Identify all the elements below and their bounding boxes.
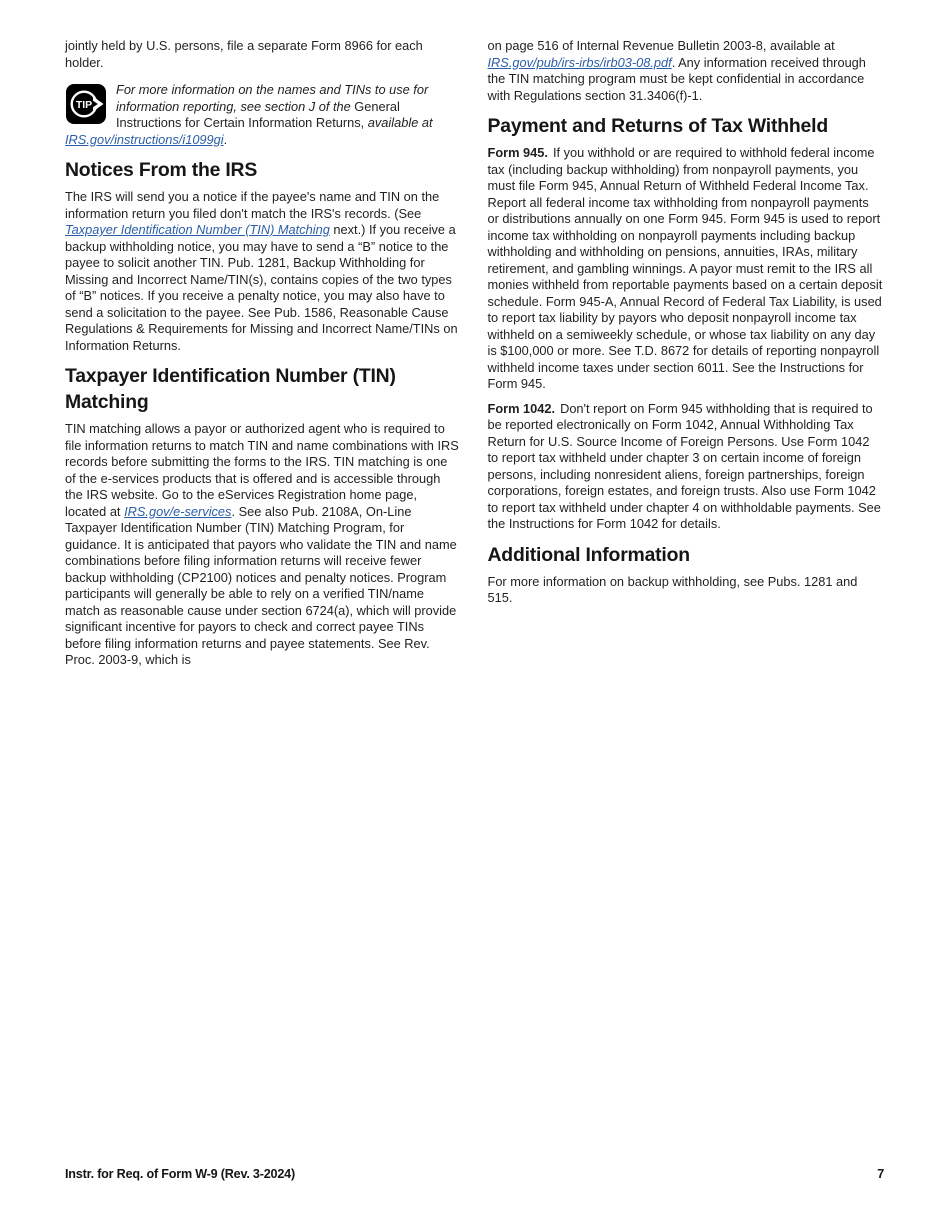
form-945-paragraph xyxy=(488,145,884,393)
heading-notices-from-the-irs: Notices From the IRS xyxy=(65,159,258,181)
tip-icon xyxy=(65,83,107,125)
page-footer xyxy=(65,1167,884,1181)
paragraph-text: If you withhold or are required to withhold federal income tax (including backup withholding) from nonpayroll payments, you must file Form 945, Annual Return of Withheld Federal Income Tax. Report all federal income tax withholding from nonpayroll payments or distributions annually on one Form 945. Form 945 is used to report income tax withholding on nonpayroll payments including backup withholding and withholding on pensions, annuities, IRAs, military retirement, and gambling winnings. A payor must remit to the IRS all monies withheld from reportable payments based on a certain deposit schedule. Form 945-A, Annual Record of Federal Tax Liability, is used to report tax liability by payors who deposit nonpayroll income tax withheld on a semiweekly schedule, or whose tax liability on any day is $100,000 or more. See T.D. 8672 for details of reporting nonpayroll withheld income taxes under section 6011. See the Instructions for Form 945. xyxy=(487,145,883,391)
heading-additional-information: Additional Information xyxy=(487,543,690,566)
form-1042-paragraph xyxy=(488,401,884,533)
footer-page-number: 7 xyxy=(877,1167,884,1181)
form-1042-lead: Form 1042. xyxy=(487,400,556,416)
link-i1099gi[interactable]: IRS.gov/instructions/i1099gi xyxy=(65,131,224,147)
paragraph-text: . Any information received through the TIN matching program must be kept confidential in accordance with Regulations section 31.3406(f)-1. xyxy=(487,54,866,103)
left-column xyxy=(65,38,461,669)
paragraph-text: on page 516 of Internal Revenue Bulletin 2003-8, available at xyxy=(487,38,835,53)
form-945-lead: Form 945. xyxy=(487,145,548,160)
right-column xyxy=(488,38,884,669)
tip-paragraph xyxy=(65,82,461,148)
link-tin-matching[interactable]: Taxpayer Identification Number (TIN) Matching xyxy=(65,222,330,237)
notices-paragraph xyxy=(65,189,461,354)
paragraph-text: TIN matching allows a payor or authorized agent who is required to file information returns to match TIN and name combinations with IRS records before submitting the forms to the IRS. TIN matching is one of the e-services products that is offered and is accessible through the IRS website. Go to the eServices Registration home page, located at xyxy=(65,421,459,519)
page-content xyxy=(65,38,883,669)
svg-text:TIP: TIP xyxy=(75,98,93,111)
paragraph-text: . See also Pub. 2108A, On-Line Taxpayer Identification Number (TIN) Matching Program, for guidance. It is anticipated that payors who validate the TIN and name combinations before filing information returns will receive fewer backup withholding (CP2100) notices and penalty notices. Program participants will generally be able to rely on a verified TIN/name match as reasonable cause under section 6724(a), which will provide significant incentive for payors to check and correct payee TINs before filing information returns and payee statements. See Rev. Proc. 2003-9, which is xyxy=(65,503,457,667)
footer-title: Instr. for Req. of Form W-9 (Rev. 3-2024) xyxy=(65,1167,295,1181)
tip-text-comma: , xyxy=(360,115,368,130)
additional-information-paragraph xyxy=(488,574,884,607)
paragraph-text: The IRS will send you a notice if the payee's name and TIN on the information return you filed don't match the IRS's records. (See xyxy=(65,189,440,221)
link-irb03-08-pdf[interactable]: IRS.gov/pub/irs-irbs/irb03-08.pdf xyxy=(487,54,672,70)
paragraph-text: For more information on backup withholding, see Pubs. 1281 and 515. xyxy=(487,573,858,605)
tip-text-availableat: available at xyxy=(367,115,433,130)
paragraph-text: next.) If you receive a backup withholding notice, you may have to send a “B” notice to the payee to solicit another TIN. Pub. 1281, Backup Withholding for Missing and Incorrect Name/TIN(s), contains copies of the two types of “B” notices. If you receive a penalty notice, you may also have to send a solicitation to the payee. See Pub. 1586, Reasonable Cause Regulations & Requirements for Missing and Incorrect Name/TINs on Information Returns. xyxy=(65,222,458,353)
tip-text-italic: For more information on the names and TINs to use for information reporting, see section J of the xyxy=(116,82,429,114)
paragraph-text: jointly held by U.S. persons, file a separate Form 8966 for each holder. xyxy=(65,38,423,70)
paragraph-text: Don't report on Form 945 withholding that is required to be reported electronically on Form 1042, Annual Withholding Tax Return for U.S. Source Income of Foreign Persons. Use Form 1042 to report tax withheld under chapter 3 on certain income of foreign persons, including nonresident aliens, foreign partnerships, foreign corporations, foreign estates, and foreign trusts. Also use Form 1042 to report tax withheld under chapter 4 on withholdable payments. See the Instructions for Form 1042 for details. xyxy=(487,400,881,531)
paragraph-continuation xyxy=(65,38,461,71)
tin-matching-paragraph xyxy=(65,421,461,669)
tip-text-title: General Instructions for Certain Information Returns xyxy=(116,98,400,130)
tip-text-period: . xyxy=(223,131,228,147)
tip-block xyxy=(65,82,461,148)
heading-payment-returns-tax-withheld: Payment and Returns of Tax Withheld xyxy=(487,115,828,137)
paragraph-continuation xyxy=(488,38,884,104)
heading-tin-matching: Taxpayer Identification Number (TIN) Matching xyxy=(65,365,396,413)
link-irs-eservices[interactable]: IRS.gov/e-services xyxy=(124,503,232,519)
